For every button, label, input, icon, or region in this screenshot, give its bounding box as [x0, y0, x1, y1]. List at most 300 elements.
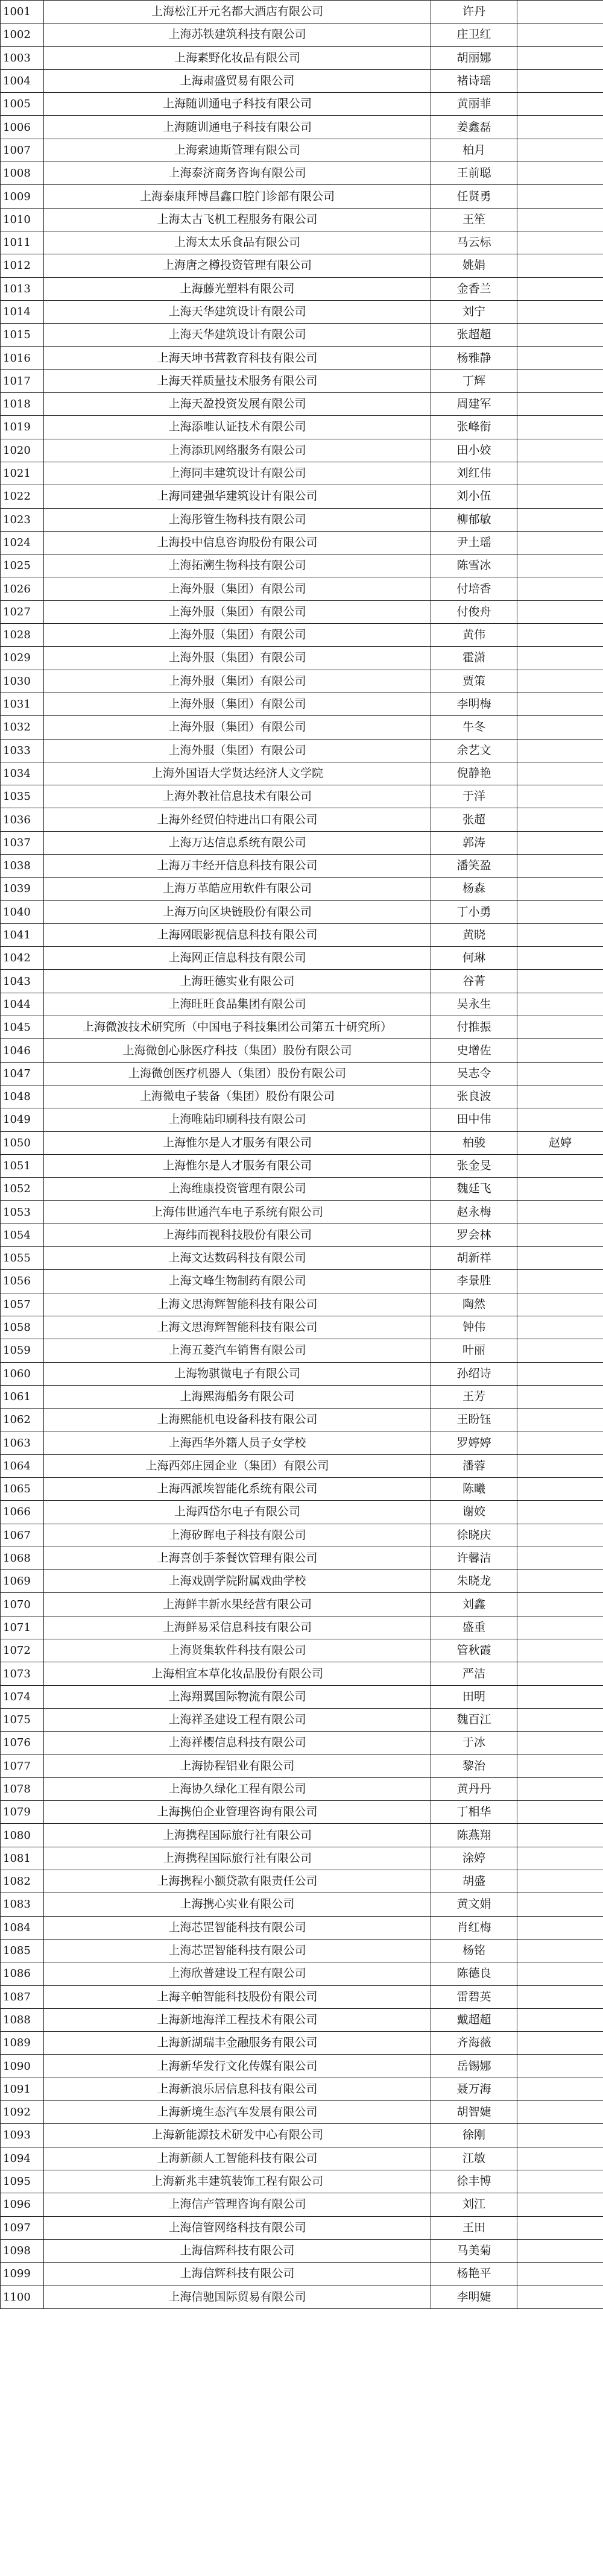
table-row — [1, 1893, 603, 1916]
table-row — [1, 739, 603, 762]
contact-name-cell: 魏廷飞 — [431, 1178, 517, 1201]
row-number-cell: 1065 — [1, 1478, 44, 1501]
extra-name-cell — [517, 1154, 603, 1177]
table-row — [1, 693, 603, 715]
company-name-cell: 上海添唯认证技术有限公司 — [44, 416, 431, 439]
table-row — [1, 1062, 603, 1085]
contact-name-cell: 李明梅 — [431, 693, 517, 715]
table-row — [1, 1431, 603, 1454]
table-row — [1, 900, 603, 923]
company-name-cell: 上海万向区块链股份有限公司 — [44, 900, 431, 923]
contact-name-cell: 陈曦 — [431, 1478, 517, 1501]
company-name-cell: 上海戏剧学院附属戏曲学校 — [44, 1570, 431, 1593]
extra-name-cell — [517, 1108, 603, 1131]
contact-name-cell: 刘红伟 — [431, 462, 517, 485]
company-name-cell: 上海西岱尔电子有限公司 — [44, 1501, 431, 1524]
row-number-cell: 1002 — [1, 24, 44, 46]
row-number-cell: 1044 — [1, 993, 44, 1016]
company-name-cell: 上海维康投资管理有限公司 — [44, 1178, 431, 1201]
table-row — [1, 1385, 603, 1408]
extra-name-cell — [517, 831, 603, 854]
table-row — [1, 1755, 603, 1777]
contact-name-cell: 倪静艳 — [431, 762, 517, 785]
extra-name-cell — [517, 1824, 603, 1847]
table-row — [1, 554, 603, 577]
contact-name-cell: 黄晓 — [431, 923, 517, 946]
company-name-cell: 上海万革皓应用软件有限公司 — [44, 878, 431, 900]
company-name-cell: 上海辛帕智能科技股份有限公司 — [44, 1985, 431, 2008]
row-number-cell: 1001 — [1, 1, 44, 24]
company-name-cell: 上海微波技术研究所（中国电子科技集团公司第五十研究所） — [44, 1016, 431, 1039]
row-number-cell: 1009 — [1, 185, 44, 208]
company-name-cell: 上海文峰生物制药有限公司 — [44, 1270, 431, 1293]
contact-name-cell: 严洁 — [431, 1662, 517, 1685]
contact-name-cell: 柳郁敏 — [431, 508, 517, 531]
row-number-cell: 1003 — [1, 46, 44, 69]
table-row — [1, 878, 603, 900]
contact-name-cell: 齐海薇 — [431, 2032, 517, 2055]
table-row — [1, 1247, 603, 1270]
company-name-cell: 上海携程小额贷款有限责任公司 — [44, 1870, 431, 1893]
extra-name-cell — [517, 2147, 603, 2170]
row-number-cell: 1070 — [1, 1593, 44, 1616]
contact-name-cell: 黄文娟 — [431, 1893, 517, 1916]
extra-name-cell — [517, 1732, 603, 1755]
company-name-cell: 上海外国语大学贤达经济人文学院 — [44, 762, 431, 785]
extra-name-cell — [517, 254, 603, 277]
contact-name-cell: 黄丽菲 — [431, 93, 517, 116]
extra-name-cell — [517, 647, 603, 670]
contact-name-cell: 肖红梅 — [431, 1916, 517, 1939]
extra-name-cell — [517, 739, 603, 762]
table-row — [1, 1293, 603, 1316]
company-name-cell: 上海新浪乐居信息科技有限公司 — [44, 2078, 431, 2100]
extra-name-cell — [517, 1178, 603, 1201]
row-number-cell: 1017 — [1, 369, 44, 392]
contact-name-cell: 许丹 — [431, 1, 517, 24]
contact-name-cell: 徐丰博 — [431, 2170, 517, 2193]
company-name-cell: 上海新湖瑞丰金融服务有限公司 — [44, 2032, 431, 2055]
extra-name-cell — [517, 993, 603, 1016]
row-number-cell: 1037 — [1, 831, 44, 854]
company-name-cell: 上海相宜本草化妆品股份有限公司 — [44, 1662, 431, 1685]
company-name-cell: 上海唯陆印刷科技有限公司 — [44, 1108, 431, 1131]
contact-name-cell: 岳锡娜 — [431, 2055, 517, 2078]
table-row — [1, 1224, 603, 1246]
table-row — [1, 2055, 603, 2078]
row-number-cell: 1084 — [1, 1916, 44, 1939]
company-name-cell: 上海惟尔是人才服务有限公司 — [44, 1154, 431, 1177]
row-number-cell: 1041 — [1, 923, 44, 946]
row-number-cell: 1013 — [1, 277, 44, 300]
row-number-cell: 1090 — [1, 2055, 44, 2078]
company-name-cell: 上海随训通电子科技有限公司 — [44, 93, 431, 116]
extra-name-cell — [517, 531, 603, 554]
row-number-cell: 1073 — [1, 1662, 44, 1685]
extra-name-cell — [517, 393, 603, 416]
extra-name-cell — [517, 1962, 603, 1985]
company-name-cell: 上海新能源技术研发中心有限公司 — [44, 2124, 431, 2147]
contact-name-cell: 罗婷婷 — [431, 1431, 517, 1454]
extra-name-cell — [517, 1547, 603, 1569]
contact-name-cell: 江敏 — [431, 2147, 517, 2170]
extra-name-cell — [517, 116, 603, 139]
table-row — [1, 69, 603, 92]
extra-name-cell — [517, 716, 603, 739]
row-number-cell: 1028 — [1, 624, 44, 647]
table-row — [1, 716, 603, 739]
company-name-cell: 上海翔翼国际物流有限公司 — [44, 1685, 431, 1708]
contact-name-cell: 付俊舟 — [431, 600, 517, 623]
contact-name-cell: 张良波 — [431, 1085, 517, 1108]
table-row — [1, 923, 603, 946]
row-number-cell: 1020 — [1, 439, 44, 462]
contact-name-cell: 杨雅静 — [431, 347, 517, 369]
extra-name-cell — [517, 2193, 603, 2216]
row-number-cell: 1032 — [1, 716, 44, 739]
contact-name-cell: 潘蓉 — [431, 1454, 517, 1477]
contact-name-cell: 柏月 — [431, 139, 517, 162]
contact-name-cell: 张超 — [431, 808, 517, 831]
extra-name-cell — [517, 1409, 603, 1431]
table-row — [1, 1801, 603, 1824]
table-row — [1, 854, 603, 877]
table-row — [1, 2101, 603, 2124]
contact-name-cell: 王笙 — [431, 208, 517, 231]
contact-name-cell: 田小姣 — [431, 439, 517, 462]
extra-name-cell — [517, 439, 603, 462]
row-number-cell: 1050 — [1, 1131, 44, 1154]
row-number-cell: 1097 — [1, 2216, 44, 2239]
extra-name-cell — [517, 231, 603, 254]
company-name-cell: 上海携程国际旅行社有限公司 — [44, 1847, 431, 1870]
company-name-cell: 上海天坤书营教育科技有限公司 — [44, 347, 431, 369]
table-row — [1, 785, 603, 808]
extra-name-cell — [517, 2032, 603, 2055]
row-number-cell: 1078 — [1, 1777, 44, 1800]
extra-name-cell — [517, 1662, 603, 1685]
extra-name-cell — [517, 324, 603, 347]
contact-name-cell: 刘小伍 — [431, 485, 517, 508]
row-number-cell: 1075 — [1, 1708, 44, 1731]
table-row — [1, 1870, 603, 1893]
table-row — [1, 1616, 603, 1639]
company-name-cell: 上海物骐微电子有限公司 — [44, 1362, 431, 1385]
extra-name-cell — [517, 1431, 603, 1454]
company-name-cell: 上海新兆丰建筑装饰工程有限公司 — [44, 2170, 431, 2193]
company-name-cell: 上海纬而视科技股份有限公司 — [44, 1224, 431, 1246]
extra-name-cell — [517, 1247, 603, 1270]
table-row — [1, 1732, 603, 1755]
extra-name-cell — [517, 1755, 603, 1777]
table-row — [1, 185, 603, 208]
contact-name-cell: 刘鑫 — [431, 1593, 517, 1616]
company-name-cell: 上海泰康拜博昌鑫口腔门诊部有限公司 — [44, 185, 431, 208]
table-row — [1, 369, 603, 392]
table-row — [1, 831, 603, 854]
extra-name-cell — [517, 1939, 603, 1962]
company-name-cell: 上海泰济商务咨询有限公司 — [44, 162, 431, 185]
company-name-cell: 上海新境生态汽车发展有限公司 — [44, 2101, 431, 2124]
table-row — [1, 647, 603, 670]
company-name-cell: 上海外服（集团）有限公司 — [44, 647, 431, 670]
row-number-cell: 1094 — [1, 2147, 44, 2170]
extra-name-cell — [517, 508, 603, 531]
company-name-cell: 上海旺旺食品集团有限公司 — [44, 993, 431, 1016]
contact-name-cell: 聂万海 — [431, 2078, 517, 2100]
contact-name-cell: 陈雪冰 — [431, 554, 517, 577]
company-name-cell: 上海天华建筑设计有限公司 — [44, 324, 431, 347]
row-number-cell: 1067 — [1, 1524, 44, 1547]
table-row — [1, 1270, 603, 1293]
extra-name-cell — [517, 970, 603, 993]
table-row — [1, 1939, 603, 1962]
extra-name-cell — [517, 1339, 603, 1362]
extra-name-cell — [517, 277, 603, 300]
row-number-cell: 1019 — [1, 416, 44, 439]
row-number-cell: 1011 — [1, 231, 44, 254]
contact-name-cell: 戴超超 — [431, 2008, 517, 2031]
row-number-cell: 1060 — [1, 1362, 44, 1385]
company-name-cell: 上海信驰国际贸易有限公司 — [44, 2285, 431, 2308]
row-number-cell: 1089 — [1, 2032, 44, 2055]
row-number-cell: 1093 — [1, 2124, 44, 2147]
table-row — [1, 1478, 603, 1501]
company-name-cell: 上海肃盛贸易有限公司 — [44, 69, 431, 92]
contact-name-cell: 管秋霞 — [431, 1639, 517, 1662]
contact-name-cell: 霍潇 — [431, 647, 517, 670]
table-row — [1, 2285, 603, 2308]
row-number-cell: 1039 — [1, 878, 44, 900]
row-number-cell: 1074 — [1, 1685, 44, 1708]
extra-name-cell — [517, 1293, 603, 1316]
company-name-cell: 上海藤光塑料有限公司 — [44, 277, 431, 300]
company-name-cell: 上海惟尔是人才服务有限公司 — [44, 1131, 431, 1154]
extra-name-cell: 赵婷 — [517, 1131, 603, 1154]
contact-name-cell: 刘江 — [431, 2193, 517, 2216]
row-number-cell: 1016 — [1, 347, 44, 369]
row-number-cell: 1068 — [1, 1547, 44, 1569]
table-row — [1, 1847, 603, 1870]
company-name-cell: 上海信产管理咨询有限公司 — [44, 2193, 431, 2216]
extra-name-cell — [517, 2239, 603, 2262]
row-number-cell: 1069 — [1, 1570, 44, 1593]
row-number-cell: 1038 — [1, 854, 44, 877]
table-row — [1, 2078, 603, 2100]
company-name-cell: 上海外教社信息技术有限公司 — [44, 785, 431, 808]
contact-name-cell: 姚娟 — [431, 254, 517, 277]
row-number-cell: 1023 — [1, 508, 44, 531]
company-name-cell: 上海西郊庄园企业（集团）有限公司 — [44, 1454, 431, 1477]
contact-name-cell: 杨艳平 — [431, 2263, 517, 2285]
contact-name-cell: 丁相华 — [431, 1801, 517, 1824]
extra-name-cell — [517, 1570, 603, 1593]
contact-name-cell: 黄伟 — [431, 624, 517, 647]
row-number-cell: 1095 — [1, 2170, 44, 2193]
row-number-cell: 1051 — [1, 1154, 44, 1177]
extra-name-cell — [517, 923, 603, 946]
company-name-cell: 上海天盈投资发展有限公司 — [44, 393, 431, 416]
table-row — [1, 24, 603, 46]
extra-name-cell — [517, 1870, 603, 1893]
extra-name-cell — [517, 1801, 603, 1824]
contact-name-cell: 褚诗瑶 — [431, 69, 517, 92]
extra-name-cell — [517, 900, 603, 923]
row-number-cell: 1096 — [1, 2193, 44, 2216]
extra-name-cell — [517, 347, 603, 369]
table-row — [1, 1454, 603, 1477]
company-name-cell: 上海同丰建筑设计有限公司 — [44, 462, 431, 485]
row-number-cell: 1014 — [1, 300, 44, 323]
contact-name-cell: 胡新祥 — [431, 1247, 517, 1270]
contact-name-cell: 陶然 — [431, 1293, 517, 1316]
extra-name-cell — [517, 1062, 603, 1085]
table-row — [1, 485, 603, 508]
extra-name-cell — [517, 185, 603, 208]
extra-name-cell — [517, 1985, 603, 2008]
extra-name-cell — [517, 2055, 603, 2078]
table-row — [1, 1662, 603, 1685]
table-row — [1, 1547, 603, 1569]
row-number-cell: 1018 — [1, 393, 44, 416]
extra-name-cell — [517, 2078, 603, 2100]
extra-name-cell — [517, 2170, 603, 2193]
extra-name-cell — [517, 1847, 603, 1870]
company-name-cell: 上海天华建筑设计有限公司 — [44, 300, 431, 323]
table-row — [1, 1570, 603, 1593]
contact-name-cell: 余艺文 — [431, 739, 517, 762]
extra-name-cell — [517, 69, 603, 92]
table-row — [1, 46, 603, 69]
row-number-cell: 1059 — [1, 1339, 44, 1362]
extra-name-cell — [517, 1454, 603, 1477]
table-row — [1, 670, 603, 693]
extra-name-cell — [517, 139, 603, 162]
contact-name-cell: 罗会林 — [431, 1224, 517, 1246]
row-number-cell: 1079 — [1, 1801, 44, 1824]
company-name-cell: 上海网眼影视信息科技有限公司 — [44, 923, 431, 946]
contact-name-cell: 雷碧英 — [431, 1985, 517, 2008]
row-number-cell: 1033 — [1, 739, 44, 762]
extra-name-cell — [517, 162, 603, 185]
contact-name-cell: 徐刚 — [431, 2124, 517, 2147]
extra-name-cell — [517, 947, 603, 970]
contact-name-cell: 叶丽 — [431, 1339, 517, 1362]
company-name-cell: 上海苏铁建筑科技有限公司 — [44, 24, 431, 46]
company-name-cell: 上海外服（集团）有限公司 — [44, 670, 431, 693]
company-name-cell: 上海新地海洋工程技术有限公司 — [44, 2008, 431, 2031]
row-number-cell: 1052 — [1, 1178, 44, 1201]
table-row — [1, 2263, 603, 2285]
extra-name-cell — [517, 1501, 603, 1524]
contact-name-cell: 潘笑盈 — [431, 854, 517, 877]
extra-name-cell — [517, 1524, 603, 1547]
table-row — [1, 993, 603, 1016]
extra-name-cell — [517, 2101, 603, 2124]
contact-name-cell: 赵永梅 — [431, 1201, 517, 1224]
table-row — [1, 1085, 603, 1108]
table-row — [1, 416, 603, 439]
extra-name-cell — [517, 577, 603, 600]
company-name-cell: 上海信辉科技有限公司 — [44, 2263, 431, 2285]
extra-name-cell — [517, 2285, 603, 2308]
extra-name-cell — [517, 1385, 603, 1408]
row-number-cell: 1043 — [1, 970, 44, 993]
table-row — [1, 947, 603, 970]
row-number-cell: 1091 — [1, 2078, 44, 2100]
row-number-cell: 1040 — [1, 900, 44, 923]
table-row — [1, 231, 603, 254]
company-name-cell: 上海西派埃智能化系统有限公司 — [44, 1478, 431, 1501]
extra-name-cell — [517, 1085, 603, 1108]
row-number-cell: 1058 — [1, 1316, 44, 1339]
row-number-cell: 1062 — [1, 1409, 44, 1431]
row-number-cell: 1053 — [1, 1201, 44, 1224]
table-row — [1, 1985, 603, 2008]
contact-name-cell: 王前聪 — [431, 162, 517, 185]
company-name-cell: 上海同建强华建筑设计有限公司 — [44, 485, 431, 508]
row-number-cell: 1010 — [1, 208, 44, 231]
contact-name-cell: 田明 — [431, 1685, 517, 1708]
table-row — [1, 1316, 603, 1339]
contact-name-cell: 王芳 — [431, 1385, 517, 1408]
row-number-cell: 1045 — [1, 1016, 44, 1039]
extra-name-cell — [517, 93, 603, 116]
contact-name-cell: 刘宁 — [431, 300, 517, 323]
extra-name-cell — [517, 762, 603, 785]
contact-name-cell: 于洋 — [431, 785, 517, 808]
row-number-cell: 1080 — [1, 1824, 44, 1847]
row-number-cell: 1063 — [1, 1431, 44, 1454]
table-row — [1, 347, 603, 369]
row-number-cell: 1098 — [1, 2239, 44, 2262]
company-name-cell: 上海新颜人工智能科技有限公司 — [44, 2147, 431, 2170]
contact-name-cell: 李明婕 — [431, 2285, 517, 2308]
extra-name-cell — [517, 1893, 603, 1916]
extra-name-cell — [517, 1593, 603, 1616]
company-name-cell: 上海携伯企业管理咨询有限公司 — [44, 1801, 431, 1824]
row-number-cell: 1024 — [1, 531, 44, 554]
contact-name-cell: 马云标 — [431, 231, 517, 254]
table-row — [1, 531, 603, 554]
table-row — [1, 1916, 603, 1939]
company-name-cell: 上海鲜丰新水果经营有限公司 — [44, 1593, 431, 1616]
company-name-cell: 上海信管网络科技有限公司 — [44, 2216, 431, 2239]
table-row — [1, 1201, 603, 1224]
contact-name-cell: 陈燕翔 — [431, 1824, 517, 1847]
company-name-cell: 上海协程铝业有限公司 — [44, 1755, 431, 1777]
row-number-cell: 1092 — [1, 2101, 44, 2124]
contact-name-cell: 丁辉 — [431, 369, 517, 392]
company-name-cell: 上海熙海船务有限公司 — [44, 1385, 431, 1408]
company-name-cell: 上海祥圣建设工程有限公司 — [44, 1708, 431, 1731]
contact-name-cell: 杨森 — [431, 878, 517, 900]
table-row — [1, 1501, 603, 1524]
table-row — [1, 2008, 603, 2031]
contact-name-cell: 许馨洁 — [431, 1547, 517, 1569]
row-number-cell: 1072 — [1, 1639, 44, 1662]
row-number-cell: 1071 — [1, 1616, 44, 1639]
extra-name-cell — [517, 1916, 603, 1939]
table-row — [1, 1685, 603, 1708]
contact-name-cell: 陈德良 — [431, 1962, 517, 1985]
company-name-cell: 上海熙能机电设备科技有限公司 — [44, 1409, 431, 1431]
extra-name-cell — [517, 785, 603, 808]
company-name-cell: 上海贤集软件科技有限公司 — [44, 1639, 431, 1662]
contact-name-cell: 姜鑫磊 — [431, 116, 517, 139]
extra-name-cell — [517, 1685, 603, 1708]
row-number-cell: 1025 — [1, 554, 44, 577]
